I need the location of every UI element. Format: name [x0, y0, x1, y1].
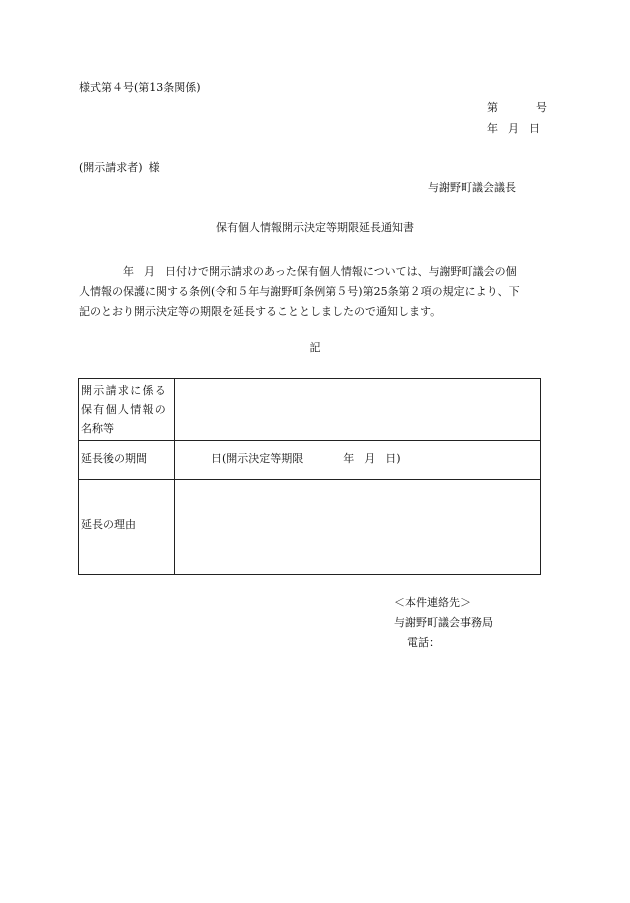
name-label-line-2: 保有個人情報の	[81, 403, 168, 416]
body-year: 年	[123, 265, 134, 278]
contact-phone: 電話：	[407, 636, 440, 649]
period-label: 延長後の期間	[81, 452, 147, 465]
period-close: 日)	[385, 452, 401, 465]
date-month: 月	[508, 122, 519, 135]
body-paragraph	[79, 262, 549, 322]
reason-value-cell[interactable]	[175, 480, 541, 575]
info-table	[78, 378, 541, 575]
document-date-field	[487, 123, 540, 134]
name-value-cell[interactable]	[175, 379, 541, 441]
ki-heading: 記	[309, 341, 321, 354]
recipient-line	[79, 162, 160, 173]
period-day: 日(開示決定等期限	[211, 452, 304, 465]
table-row-reason	[79, 480, 541, 575]
name-label-line-3: 名称等	[81, 422, 114, 435]
recipient-honorific: 様	[148, 161, 160, 174]
date-day: 日	[529, 122, 540, 135]
reason-label-cell	[79, 480, 175, 575]
period-value	[175, 441, 540, 464]
recipient-name: (開示請求者)	[79, 161, 143, 174]
body-line-3: 記のとおり開示決定等の期限を延長することとしましたので通知します。	[79, 305, 442, 318]
form-number: 様式第４号(第13条関係)	[79, 81, 201, 94]
document-number-suffix: 号	[536, 101, 547, 114]
document-title: 保有個人情報開示決定等期限延長通知書	[216, 221, 414, 234]
table-row-name	[79, 379, 541, 441]
body-month: 月	[144, 265, 155, 278]
body-line-1	[79, 262, 549, 282]
period-label-cell	[79, 441, 175, 480]
date-year: 年	[487, 122, 498, 135]
contact-heading: ＜本件連絡先＞	[394, 596, 471, 609]
period-year: 年	[343, 452, 355, 465]
name-label-line-1: 開示請求に係る	[81, 384, 168, 397]
contact-office: 与謝野町議会事務局	[394, 616, 493, 629]
body-line-1-text: 日付けで開示請求のあった保有個人情報については、与謝野町議会の個	[165, 265, 517, 278]
reason-label: 延長の理由	[81, 518, 136, 531]
period-value-cell[interactable]	[175, 441, 541, 480]
body-line-2: 人情報の保護に関する条例(令和５年与謝野町条例第５号)第25条第２項の規定により、下	[79, 285, 520, 298]
document-number-field	[487, 102, 547, 113]
sender-name: 与謝野町議会議長	[428, 181, 516, 194]
table-row-period	[79, 441, 541, 480]
period-month: 月	[364, 452, 376, 465]
document-number-prefix: 第	[487, 101, 498, 114]
name-label-cell	[79, 379, 175, 441]
